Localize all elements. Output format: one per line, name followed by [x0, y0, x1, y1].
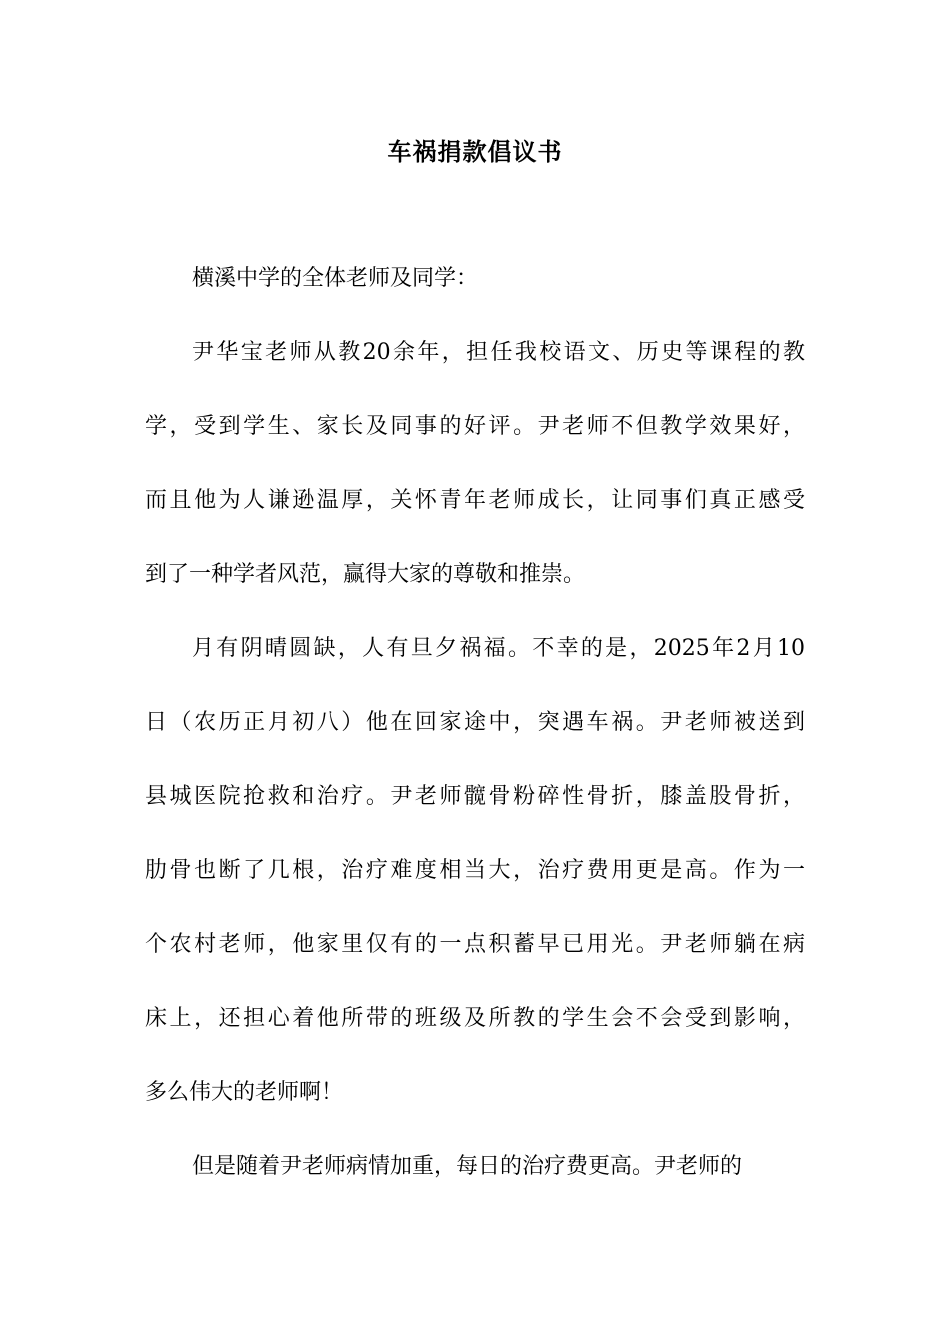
text-line: 但是随着尹老师病情加重，每日的治疗费更高。尹老师的	[192, 1154, 743, 1179]
salutation: 横溪中学的全体老师及同学：	[192, 266, 479, 291]
text-line: 县城医院抢救和治疗。尹老师髋骨粉碎性骨折，膝盖股骨折，	[145, 784, 805, 809]
text-line: 个农村老师，他家里仅有的一点积蓄早已用光。尹老师躺在病	[145, 932, 805, 957]
text-line: 日（农历正月初八）他在回家途中，突遇车祸。尹老师被送到	[145, 710, 805, 735]
text-line: 肋骨也断了几根，治疗难度相当大，治疗费用更是高。作为一	[145, 858, 805, 883]
document-title: 车祸捐款倡议书	[387, 137, 563, 166]
body-text	[145, 316, 805, 1204]
text-line: 到了一种学者风范，赢得大家的尊敬和推崇。	[145, 562, 586, 587]
text-line: 多么伟大的老师啊！	[145, 1080, 344, 1105]
text-line: 尹华宝老师从教20余年，担任我校语文、历史等课程的教	[192, 340, 805, 365]
text-line: 床上，还担心着他所带的班级及所教的学生会不会受到影响，	[145, 1006, 805, 1031]
text-line: 而且他为人谦逊温厚，关怀青年老师成长，让同事们真正感受	[145, 488, 805, 513]
text-line: 月有阴晴圆缺，人有旦夕祸福。不幸的是，2025年2月10	[192, 636, 805, 661]
text-line: 学，受到学生、家长及同事的好评。尹老师不但教学效果好，	[145, 414, 805, 439]
